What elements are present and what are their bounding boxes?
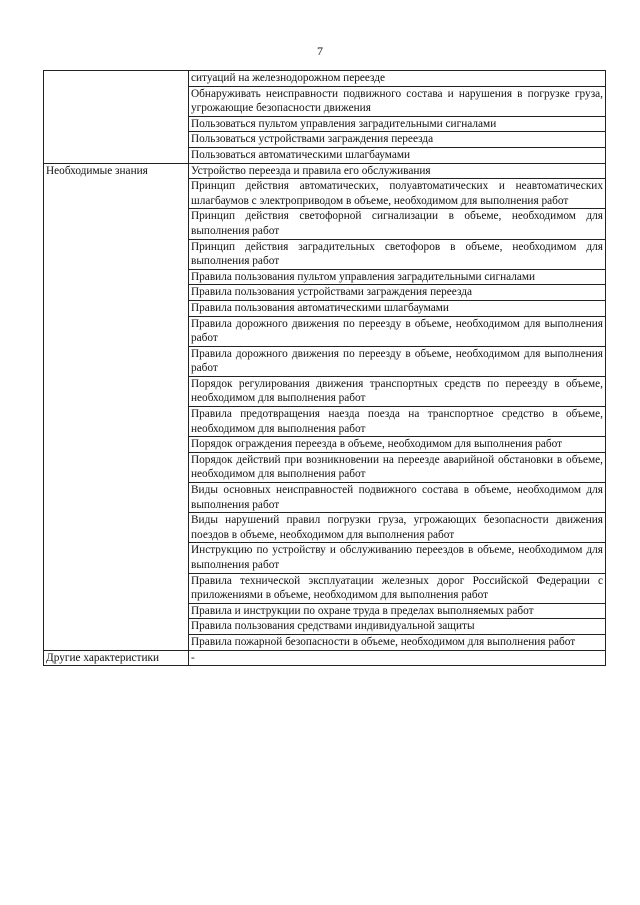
- table-cell: Виды нарушений правил погрузки груза, угрожающих безопасности движения поездов в объеме, необходимом для выполнения работ: [189, 513, 606, 543]
- table-row: [44, 71, 606, 87]
- table-cell: Виды основных неисправностей подвижного состава в объеме, необходимом для выполнения работ: [189, 483, 606, 513]
- table-cell: Пользоваться пультом управления заградительными сигналами: [189, 116, 606, 132]
- table-cell: Пользоваться автоматическими шлагбаумами: [189, 147, 606, 163]
- table-cell: Обнаруживать неисправности подвижного состава и нарушения в погрузке груза, угрожающие безопасности движения: [189, 86, 606, 116]
- table-cell: Принцип действия автоматических, полуавтоматических и неавтоматических шлагбаумов с электроприводом в объеме, необходимом для выполнения работ: [189, 179, 606, 209]
- table-cell: Инструкцию по устройству и обслуживанию переездов в объеме, необходимом для выполнения работ: [189, 543, 606, 573]
- table-cell: Порядок действий при возникновении на переезде аварийной обстановки в объеме, необходимом для выполнения работ: [189, 452, 606, 482]
- table-cell: ситуаций на железнодорожном переезде: [189, 71, 606, 87]
- table-row: [44, 650, 606, 666]
- page-number: 7: [317, 44, 323, 58]
- row-label-required-knowledge: Необходимые знания: [44, 163, 189, 650]
- table-cell: Порядок регулирования движения транспортных средств по переезду в объеме, необходимом для выполнения работ: [189, 376, 606, 406]
- table-cell: -: [189, 650, 606, 666]
- table-cell: Устройство переезда и правила его обслуживания: [189, 163, 606, 179]
- table-cell: Принцип действия светофорной сигнализации в объеме, необходимом для выполнения работ: [189, 209, 606, 239]
- table-cell: Правила технической эксплуатации железных дорог Российской Федерации с приложениями в объеме, необходимом для выполнения работ: [189, 573, 606, 603]
- table-cell: Правила предотвращения наезда поезда на транспортное средство в объеме, необходимом для выполнения работ: [189, 407, 606, 437]
- table-cell: Пользоваться устройствами заграждения переезда: [189, 132, 606, 148]
- table-cell: Правила пожарной безопасности в объеме, необходимом для выполнения работ: [189, 634, 606, 650]
- table-cell: Правила дорожного движения по переезду в объеме, необходимом для выполнения работ: [189, 316, 606, 346]
- table-cell: Правила пользования устройствами заграждения переезда: [189, 285, 606, 301]
- table-cell: Правила пользования автоматическими шлагбаумами: [189, 300, 606, 316]
- table-row: [44, 163, 606, 179]
- row-label-empty: [44, 71, 189, 164]
- table-cell: Правила пользования пультом управления заградительными сигналами: [189, 269, 606, 285]
- qualification-table: [43, 70, 606, 666]
- row-label-other-characteristics: Другие характеристики: [44, 650, 189, 666]
- table-cell: Принцип действия заградительных светофоров в объеме, необходимом для выполнения работ: [189, 239, 606, 269]
- table-cell: Правила и инструкции по охране труда в пределах выполняемых работ: [189, 603, 606, 619]
- table-cell: Правила пользования средствами индивидуальной защиты: [189, 619, 606, 635]
- table-cell: Порядок ограждения переезда в объеме, необходимом для выполнения работ: [189, 437, 606, 453]
- table-cell: Правила дорожного движения по переезду в объеме, необходимом для выполнения работ: [189, 346, 606, 376]
